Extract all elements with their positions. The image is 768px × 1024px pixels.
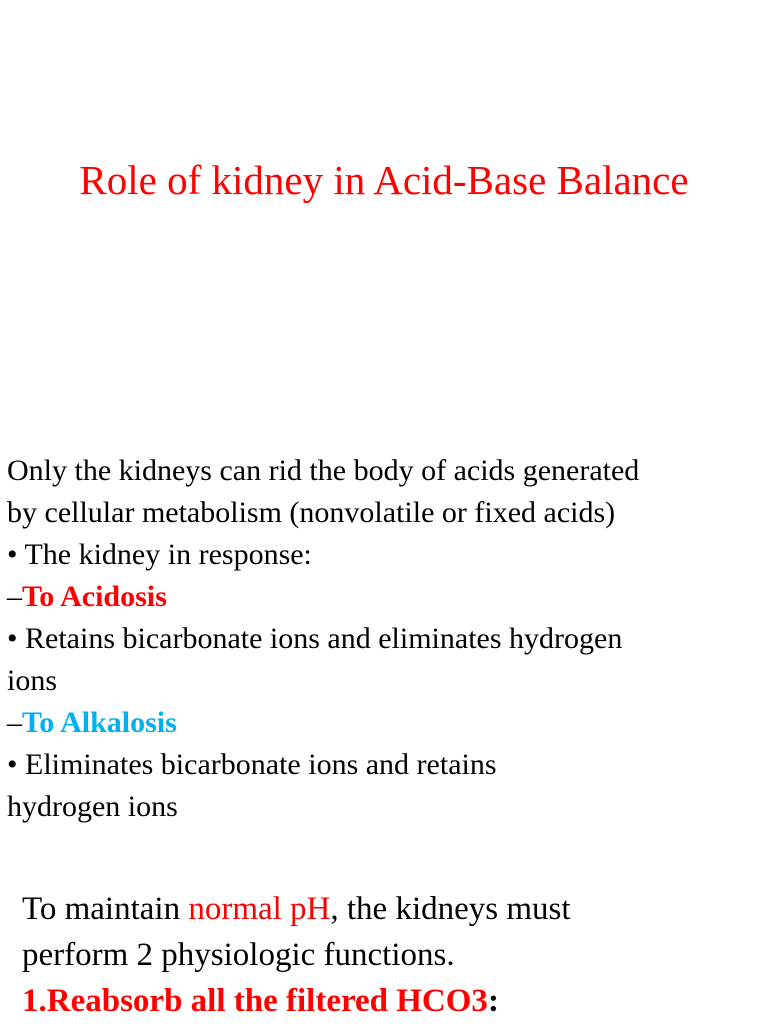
bullet-alkalosis-response: • Eliminates bicarbonate ions and retains [7, 748, 497, 781]
acidosis-heading [7, 576, 762, 618]
alkalosis-dash: – [7, 706, 22, 739]
maintain-ph-line [22, 886, 762, 932]
maintain-pre: To maintain [22, 891, 189, 927]
acidosis-dash: – [7, 580, 22, 613]
alkalosis-heading [7, 702, 762, 744]
body-line-2: by cellular metabolism (nonvolatile or fixed acids) [7, 496, 616, 529]
alkalosis-label: To Alkalosis [22, 706, 177, 739]
bullet-acidosis-response-cont: ions [7, 664, 58, 697]
body-text-block [7, 450, 762, 828]
normal-ph-highlight: normal pH [188, 891, 331, 927]
bullet-acidosis-response: • Retains bicarbonate ions and eliminates hydrogen [7, 622, 623, 655]
physiologic-functions-line: perform 2 physiologic functions. [22, 937, 455, 973]
body-line-1: Only the kidneys can rid the body of acids generated [7, 454, 640, 487]
maintain-post: , the kidneys must [330, 891, 571, 927]
bullet-kidney-response: • The kidney in response: [7, 538, 312, 571]
point-1-line [22, 978, 762, 1024]
acidosis-label: To Acidosis [22, 580, 167, 613]
point-1-reabsorb: 1.Reabsorb all the filtered HCO3 [22, 983, 488, 1019]
bottom-text-block [22, 886, 762, 1024]
bullet-alkalosis-response-cont: hydrogen ions [7, 790, 178, 823]
slide-title: Role of kidney in Acid-Base Balance [79, 157, 689, 203]
point-1-colon: : [487, 983, 499, 1019]
